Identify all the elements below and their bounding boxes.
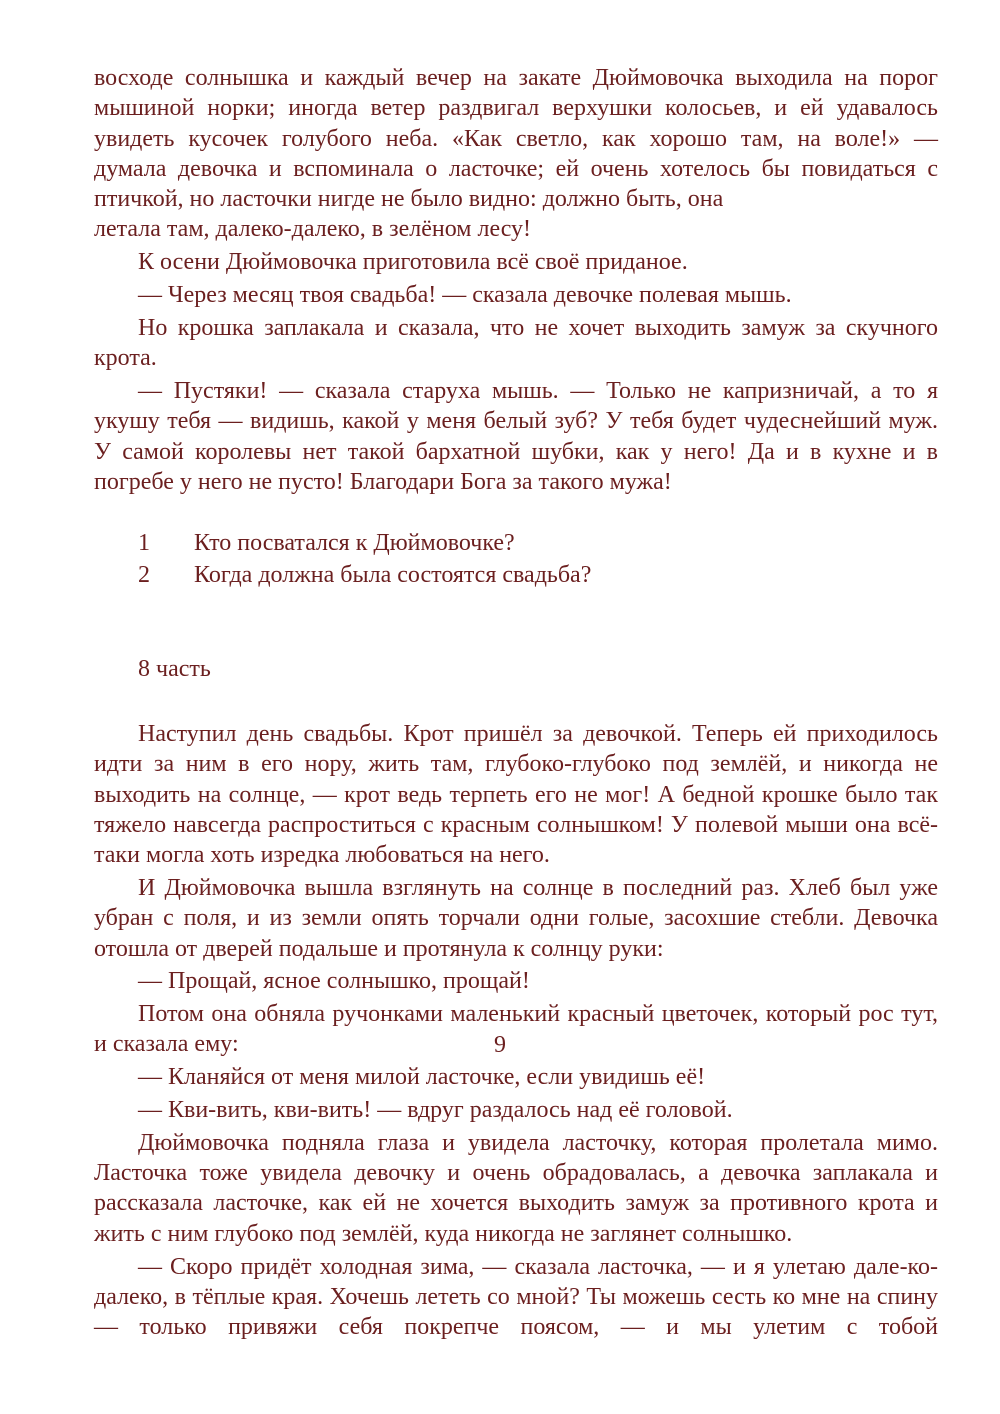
- text-line: увидеть кусочек голубого неба. «Как светло, как хорошо там, на воле!» —: [94, 125, 938, 152]
- text-line: птичкой, но ласточки нигде не было видно: должно быть, она: [94, 186, 724, 213]
- paragraph: — Кланяйся от меня милой ласточке, если увидишь её!: [138, 1064, 706, 1091]
- paragraph: — Прощай, ясное солнышко, прощай!: [138, 968, 530, 995]
- paragraph: Потом она обняла ручонками маленький красный цветочек, который рос тут, и сказала ему:: [94, 1001, 938, 1058]
- question-item: [138, 528, 515, 558]
- paragraph: Дюймовочка подняла глаза и увидела ласточку, которая пролетала мимо. Ласточка тоже увидела девочку и очень обрадовалась, а девочка заплакала и рассказала ласточке, как ей не хочется выходить замуж за противного крота и жить с ним глубоко под землёй, куда никогда не заглянет солнышко.: [94, 1129, 938, 1247]
- section-title: 8 часть: [138, 656, 211, 682]
- page-number: 9: [494, 1032, 506, 1058]
- question-item: [138, 560, 591, 590]
- paragraph: К осени Дюймовочка приготовила всё своё приданое.: [138, 249, 688, 276]
- text-line: восходе солнышка и каждый вечер на закате Дюймовочка выходила на порог: [94, 65, 938, 91]
- paragraph: И Дюймовочка вышла взглянуть на солнце в последний раз. Хлеб был уже убран с поля, и из земли опять торчали одни голые, засохшие стебли. Девочка отошла от дверей подальше и протянула к солнцу руки:: [94, 874, 938, 962]
- question-number: 2: [138, 562, 150, 588]
- paragraph: — Пустяки! — сказала старуха мышь. — Только не капризничай, а то я укушу тебя — видишь, какой у меня белый зуб? У тебя будет чудеснейший муж. У самой королевы нет такой бархатной шубки, как у него! Да и в кухне и в погребе у него не пусто! Благодари Бога за такого мужа!: [94, 377, 938, 495]
- paragraph: — Кви-вить, кви-вить! — вдруг раздалось над её головой.: [138, 1097, 733, 1124]
- paragraph: — Скоро придёт холодная зима, — сказала ласточка, — и я улетаю дале-ко-далеко, в тёплые края. Хочешь лететь со мной? Ты можешь сесть ко мне на спину — только привяжи себя покрепче поясом, — и мы улетим с тобой: [94, 1253, 938, 1341]
- question-text: Когда должна была состоятся свадьба?: [194, 562, 592, 588]
- text-line: думала девочка и вспоминала о ласточке; ей очень хотелось бы повидаться с: [94, 155, 938, 182]
- paragraph-continuation: [94, 63, 938, 245]
- text-line: летала там, далеко-далеко, в зелёном лесу!: [94, 216, 532, 243]
- paragraph: Но крошка заплакала и сказала, что не хочет выходить замуж за скучного крота.: [94, 314, 938, 372]
- text-line: мышиной норки; иногда ветер раздвигал верхушки колосьев, и ей удавалось: [94, 95, 938, 122]
- question-number: 1: [138, 530, 150, 556]
- question-text: Кто посватался к Дюймовочке?: [194, 530, 515, 556]
- paragraph: Наступил день свадьбы. Крот пришёл за девочкой. Теперь ей приходилось идти за ним в его нору, жить там, глубоко-глубоко под землёй, и никогда не выходить на солнце, — крот ведь терпеть его не мог! А бедной крошке было так тяжело навсегда распроститься с красным солнышком! У полевой мыши она всё-таки могла хоть изредка любоваться на него.: [94, 721, 938, 869]
- paragraph: — Через месяц твоя свадьба! — сказала девочке полевая мышь.: [138, 282, 792, 309]
- top-text-block: [94, 63, 938, 500]
